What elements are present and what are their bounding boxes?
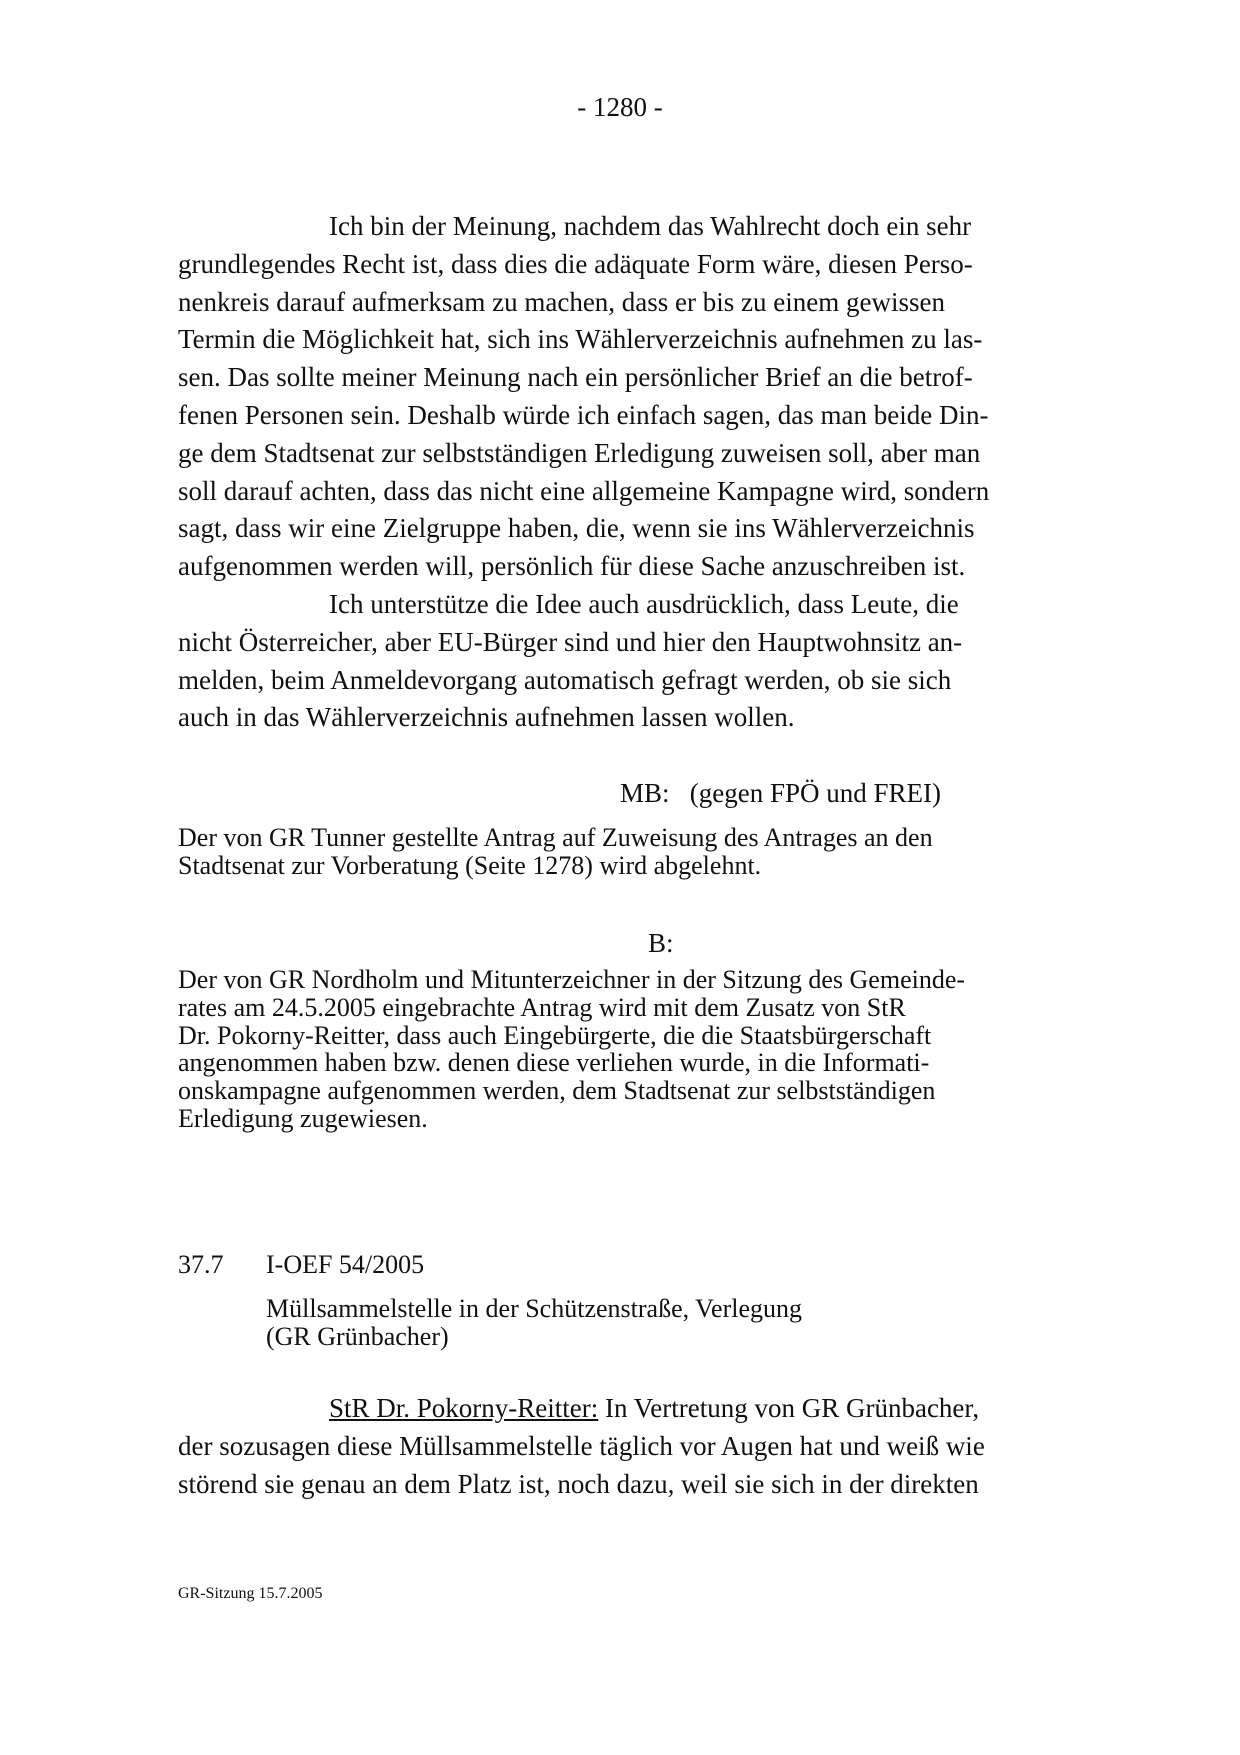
text-line: Erledigung zugewiesen. bbox=[178, 1103, 428, 1133]
text-line: nenkreis darauf aufmerksam zu machen, dass er bis zu einem gewissen bbox=[178, 286, 945, 317]
text-line: Termin die Möglichkeit hat, sich ins Wählerverzeichnis aufnehmen zu las- bbox=[178, 324, 983, 355]
result-heading-mb: MB: (gegen FPÖ und FREI) bbox=[620, 778, 942, 808]
text-line: aufgenommen werden will, persönlich für diese Sache anzuschreiben ist. bbox=[178, 551, 966, 582]
text-line: ge dem Stadtsenat zur selbstständigen Erledigung zuweisen soll, aber man bbox=[178, 437, 981, 468]
text-line: nicht Österreicher, aber EU-Bürger sind und hier den Hauptwohnsitz an- bbox=[178, 626, 963, 657]
text-line: grundlegendes Recht ist, dass dies die adäquate Form wäre, diesen Perso- bbox=[178, 248, 973, 279]
text-line: sen. Das sollte meiner Meinung nach ein persönlicher Brief an die betrof- bbox=[178, 362, 973, 393]
text-line: angenommen haben bzw. denen diese verliehen wurde, in die Informati- bbox=[178, 1048, 930, 1078]
result-heading-b: B: bbox=[648, 928, 674, 958]
footer-session: GR-Sitzung 15.7.2005 bbox=[178, 1585, 323, 1602]
text-line: Der von GR Tunner gestellte Antrag auf Zuweisung des Antrages an den bbox=[178, 823, 933, 852]
text-line: störend sie genau an dem Platz ist, noch dazu, weil sie sich in der direkten bbox=[178, 1468, 979, 1499]
text-line: sagt, dass wir eine Zielgruppe haben, die, wenn sie ins Wählerverzeichnis bbox=[178, 513, 975, 544]
result-text-nordholm bbox=[178, 966, 1078, 1133]
agenda-number: 37.7 bbox=[178, 1250, 224, 1279]
text-line: onskampagne aufgenommen werden, dem Stadtsenat zur selbstständigen bbox=[178, 1076, 936, 1106]
text-line: auch in das Wählerverzeichnis aufnehmen lassen wollen. bbox=[178, 702, 795, 733]
text-line: der sozusagen diese Müllsammelstelle täglich vor Augen hat und weiß wie bbox=[178, 1430, 985, 1461]
speaker-name: StR Dr. Pokorny-Reitter: bbox=[329, 1393, 599, 1423]
agenda-title: Müllsammelstelle in der Schützenstraße, Verlegung bbox=[266, 1294, 802, 1323]
agenda-submitter: (GR Grünbacher) bbox=[266, 1322, 449, 1351]
text-line: melden, beim Anmeldevorgang automatisch gefragt werden, ob sie sich bbox=[178, 664, 952, 695]
speaker-text: In Vertretung von GR Grünbacher, bbox=[598, 1393, 980, 1423]
paragraph-eu-buerger bbox=[178, 586, 1068, 737]
text-line: rates am 24.5.2005 eingebrachte Antrag wird mit dem Zusatz von StR bbox=[178, 992, 906, 1022]
paragraph-muellsammelstelle bbox=[178, 1390, 1068, 1503]
text-line: Dr. Pokorny-Reitter, dass auch Eingebürgerte, die die Staatsbürgerschaft bbox=[178, 1020, 932, 1050]
paragraph-wahlrecht bbox=[178, 208, 1068, 586]
text-line: fenen Personen sein. Deshalb würde ich einfach sagen, das man beide Din- bbox=[178, 399, 989, 430]
text-line bbox=[178, 1390, 1068, 1428]
text-line: Ich unterstütze die Idee auch ausdrücklich, dass Leute, die bbox=[329, 589, 959, 619]
text-line: soll darauf achten, dass das nicht eine allgemeine Kampagne wird, sondern bbox=[178, 475, 990, 506]
text-line: Ich bin der Meinung, nachdem das Wahlrecht doch ein sehr bbox=[329, 211, 972, 241]
page-number: - 1280 - bbox=[577, 92, 663, 122]
agenda-reference: I-OEF 54/2005 bbox=[266, 1250, 425, 1279]
text-line: Der von GR Nordholm und Mitunterzeichner in der Sitzung des Gemeinde- bbox=[178, 965, 966, 994]
text-line: Stadtsenat zur Vorberatung (Seite 1278) wird abgelehnt. bbox=[178, 850, 762, 880]
result-text-tunner bbox=[178, 824, 1078, 880]
